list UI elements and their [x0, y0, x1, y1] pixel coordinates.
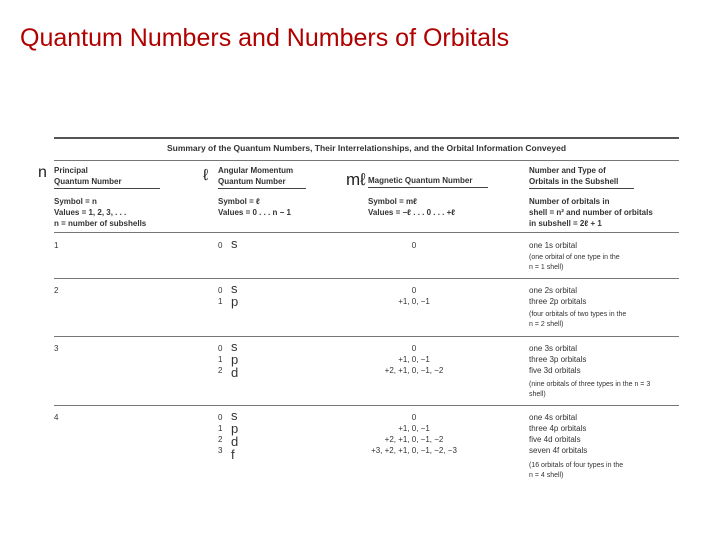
magnetic-header: Magnetic Quantum Number — [368, 175, 488, 188]
row-3-note: (nine orbitals of three types in the n = 3 shell) — [529, 381, 651, 398]
magnetic-desc: Symbol = mℓ Values = −ℓ . . . 0 . . . +ℓ — [368, 197, 456, 217]
row-1-n: 1 — [54, 241, 59, 250]
angular-header: Angular Momentum Quantum Number — [218, 165, 306, 189]
row-rule-2 — [54, 336, 679, 337]
row-4-l-values: 0 1 2 3 — [218, 413, 223, 455]
row-1-l-values: 0 — [218, 241, 223, 250]
l-symbol: ℓ — [203, 167, 209, 184]
table-top-rule — [54, 137, 679, 139]
row-1-orbitals: one 1s orbital — [529, 241, 578, 250]
row-3-orbitals: one 3s orbital three 3p orbitals five 3d orbitals — [529, 344, 587, 375]
caption-rule — [54, 160, 679, 161]
row-4-n: 4 — [54, 413, 59, 422]
header-rule — [54, 232, 679, 233]
angular-desc: Symbol = ℓ Values = 0 . . . n − 1 — [218, 197, 291, 217]
row-2-n: 2 — [54, 286, 59, 295]
row-1-ml-values: 0 — [411, 241, 417, 250]
row-3-ml-values: 0 +1, 0, −1 +2, +1, 0, −1, −2 — [384, 344, 444, 375]
row-3-n: 3 — [54, 344, 59, 353]
row-2-ml-values: 0 +1, 0, −1 — [398, 286, 430, 306]
slide-title: Quantum Numbers and Numbers of Orbitals — [20, 24, 510, 52]
ml-symbol: mℓ — [346, 170, 366, 189]
table-caption: Summary of the Quantum Numbers, Their Interrelationships, and the Orbital Information Conveyed — [166, 143, 567, 153]
row-2-l-values: 0 1 — [218, 286, 223, 306]
row-2-note: (four orbitals of two types in the n = 2 shell) — [529, 311, 627, 328]
orbitals-header: Number and Type of Orbitals in the Subshell — [529, 165, 634, 189]
row-3-letters: s p d — [231, 339, 239, 380]
n-symbol: n — [38, 164, 47, 181]
principal-header: Principal Quantum Number — [54, 165, 160, 189]
row-3-l-values: 0 1 2 — [218, 344, 223, 375]
row-1-letters: s — [231, 236, 238, 251]
row-4-note: (16 orbitals of four types in the n = 4 shell) — [529, 462, 624, 479]
row-rule-3 — [54, 405, 679, 406]
orbitals-desc: Number of orbitals in shell = n² and number of orbitals in subshell = 2ℓ + 1 — [529, 197, 653, 228]
row-1-note: (one orbital of one type in the n = 1 shell) — [529, 254, 620, 271]
row-2-orbitals: one 2s orbital three 2p orbitals — [529, 286, 587, 306]
row-4-letters: s p d f — [231, 408, 239, 462]
row-2-letters: s p — [231, 281, 239, 309]
row-4-orbitals: one 4s orbital three 4p orbitals five 4d orbitals seven 4f orbitals — [529, 413, 588, 455]
row-rule-1 — [54, 278, 679, 279]
principal-desc: Symbol = n Values = 1, 2, 3, . . . n = number of subshells — [54, 197, 147, 228]
row-4-ml-values: 0 +1, 0, −1 +2, +1, 0, −1, −2 +3, +2, +1, 0, −1, −2, −3 — [371, 413, 457, 455]
